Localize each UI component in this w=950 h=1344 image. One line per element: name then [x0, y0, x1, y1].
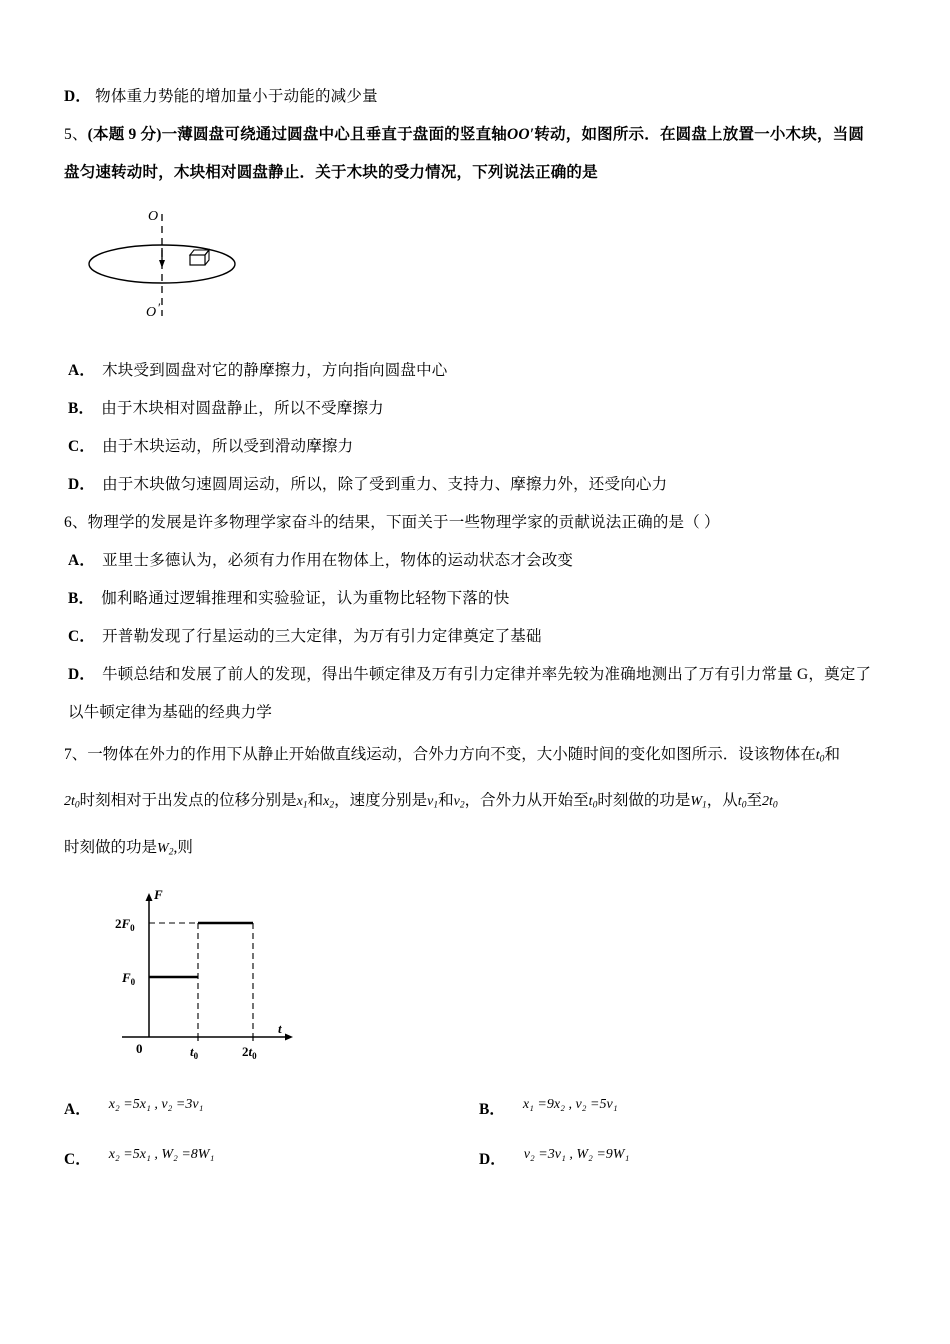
- question-7-text-3e: ，从: [706, 792, 738, 810]
- label-origin: 0: [136, 1041, 143, 1057]
- option-text: 由于木块做匀速圆周运动，所以，除了受到重力、支持力、摩擦力外，还受向心力: [102, 475, 668, 493]
- question-6-text: 物理学的发展是许多物理学家奋斗的结果，下面关于一些物理学家的贡献说法正确的是（ ）: [87, 513, 720, 531]
- question-7-option-a: [64, 1097, 479, 1119]
- question-6-option-b: [64, 580, 894, 618]
- question-7-and-2: 和: [438, 792, 454, 810]
- option-text: 亚里士多德认为，必须有力作用在物体上，物体的运动状态才会改变: [102, 551, 574, 569]
- question-5-text-a: (本题 9 分)一薄圆盘可绕通过圆盘中心且垂直于盘面的竖直轴: [87, 125, 507, 143]
- question-7-text-3f: 至: [746, 792, 762, 810]
- option-label: D．: [479, 1151, 506, 1169]
- question-7-stem-line-2: [64, 778, 894, 825]
- rotating-disk-drawing: [82, 204, 342, 334]
- question-6-option-d-cont: [64, 694, 894, 732]
- question-6-number: 6、: [64, 513, 88, 531]
- option-d-previous: [64, 78, 894, 116]
- option-text: 由于木块相对圆盘静止，所以不受摩擦力: [101, 399, 384, 417]
- option-text: 以牛顿定律为基础的经典力学: [68, 703, 273, 721]
- question-7-text-3c: ，合外力从开始至: [464, 792, 589, 810]
- small-block: [190, 250, 209, 265]
- label-t-axis: t: [278, 1021, 282, 1037]
- force-time-graph-drawing: [74, 885, 404, 1075]
- label-t0: $t_0$: [190, 1044, 199, 1062]
- option-text: 木块受到圆盘对它的静摩擦力，方向指向圆盘中心: [102, 361, 448, 379]
- question-7-text-5: ,则: [173, 838, 193, 856]
- option-label: D．: [68, 665, 96, 683]
- var-2t0-b: $2t_0$: [761, 794, 778, 811]
- label-o-bottom: O: [146, 304, 157, 320]
- y-axis-arrow: [146, 893, 153, 901]
- var-W2: $W_2$: [157, 840, 174, 858]
- question-7-and-1: 和: [307, 792, 324, 810]
- option-label: C．: [68, 437, 96, 455]
- option-text: 由于木块运动，所以受到滑动摩擦力: [102, 437, 354, 455]
- question-7-option-c: [64, 1147, 479, 1169]
- answer-row-2: [64, 1147, 894, 1169]
- var-x2: $x_2$: [323, 794, 335, 811]
- question-7-option-d: [479, 1147, 894, 1169]
- question-7-text-2: 和: [824, 745, 840, 763]
- var-t0-a: $t_0$: [815, 747, 825, 765]
- var-2t0-a: $2t_0$: [64, 794, 80, 811]
- label-F0: $F_0$: [122, 970, 136, 988]
- option-d-previous-label: D．: [64, 88, 92, 105]
- question-7-stem-line-3: [64, 825, 894, 872]
- question-7-text-1: 一物体在外力的作用下从静止开始做直线运动，合外力方向不变，大小随时间的变化如图所示．设该物体在: [87, 745, 816, 763]
- option-label: B．: [479, 1101, 505, 1119]
- option-label: B．: [68, 589, 95, 607]
- option-label: A．: [68, 551, 96, 569]
- label-o-bottom-prime: ′: [158, 299, 161, 315]
- question-5-text-b: 转动，如图所示．在圆盘上放置一小木块，当圆: [534, 125, 865, 143]
- figure-force-time-graph: [74, 885, 894, 1075]
- label-2t0: $2t_0$: [242, 1044, 257, 1062]
- option-label: D．: [68, 475, 96, 493]
- question-7-number: 7、: [64, 745, 88, 763]
- question-7-text-3b: ，速度分别是: [334, 792, 428, 810]
- question-7-answer-grid: [64, 1097, 894, 1169]
- question-5-option-b: [64, 390, 894, 428]
- question-5-number: 5、: [64, 125, 88, 143]
- option-label: C．: [64, 1151, 91, 1169]
- option-label: A．: [68, 361, 96, 379]
- var-W1: $W_1$: [690, 794, 707, 811]
- option-text: 开普勒发现了行星运动的三大定律，为万有引力定律奠定了基础: [102, 627, 542, 645]
- label-2F0: $2F_0$: [115, 916, 135, 934]
- question-6-stem: [64, 504, 894, 542]
- question-7-text-3d: 时刻做的功是: [597, 792, 691, 810]
- option-label: B．: [68, 399, 95, 417]
- question-5-axis-symbol: OO′: [506, 125, 535, 143]
- var-t0-b: $t_0$: [588, 794, 598, 811]
- question-5-text-c: 盘匀速转动时，木块相对圆盘静止．关于木块的受力情况，下列说法正确的是: [64, 163, 598, 181]
- question-6-option-a: [64, 542, 894, 580]
- label-F-axis: F: [154, 887, 163, 903]
- question-5-option-c: [64, 428, 894, 466]
- var-t0-c: $t_0$: [737, 794, 747, 811]
- option-label: C．: [68, 627, 96, 645]
- question-6-option-c: [64, 618, 894, 656]
- option-d-previous-text: 物体重力势能的增加量小于动能的减少量: [95, 88, 378, 105]
- option-expression: x₁ =9x₂ , v₂ =5v₁: [522, 1097, 618, 1113]
- question-7-stem-line-1: [64, 732, 894, 779]
- option-expression: x₂ =5x₁ , v₂ =3v₁: [108, 1097, 204, 1113]
- question-7-text-3a: 时刻相对于出发点的位移分别是: [79, 792, 297, 810]
- question-6-option-d: [64, 656, 894, 694]
- question-5-option-a: [64, 352, 894, 390]
- option-text: 伽利略通过逻辑推理和实验验证，认为重物比轻物下落的快: [101, 589, 510, 607]
- x-axis-arrow: [285, 1034, 293, 1041]
- question-7-option-b: [479, 1097, 894, 1119]
- option-label: A．: [64, 1101, 91, 1119]
- var-v1: $v_1$: [427, 794, 439, 811]
- figure-rotating-disk: [82, 204, 894, 334]
- question-7-text-4: 时刻做的功是: [64, 838, 158, 856]
- question-5-option-d: [64, 466, 894, 504]
- document-body: [64, 78, 894, 1197]
- radius-arrow-head: [159, 260, 165, 268]
- answer-row-1: [64, 1097, 894, 1119]
- option-text: 牛顿总结和发展了前人的发现，得出牛顿定律及万有引力定律并率先较为准确地测出了万有引力常量 G，奠定了: [102, 665, 872, 683]
- option-expression: x₂ =5x₁ , W₂ =8W₁: [108, 1147, 215, 1163]
- question-5-stem-line-2: [64, 154, 894, 192]
- label-o-top: O: [148, 208, 159, 224]
- question-5-stem-line-1: [64, 116, 894, 154]
- var-v2: $v_2$: [453, 794, 465, 811]
- option-expression: v₂ =3v₁ , W₂ =9W₁: [523, 1147, 630, 1163]
- var-x1: $x_1$: [296, 794, 308, 811]
